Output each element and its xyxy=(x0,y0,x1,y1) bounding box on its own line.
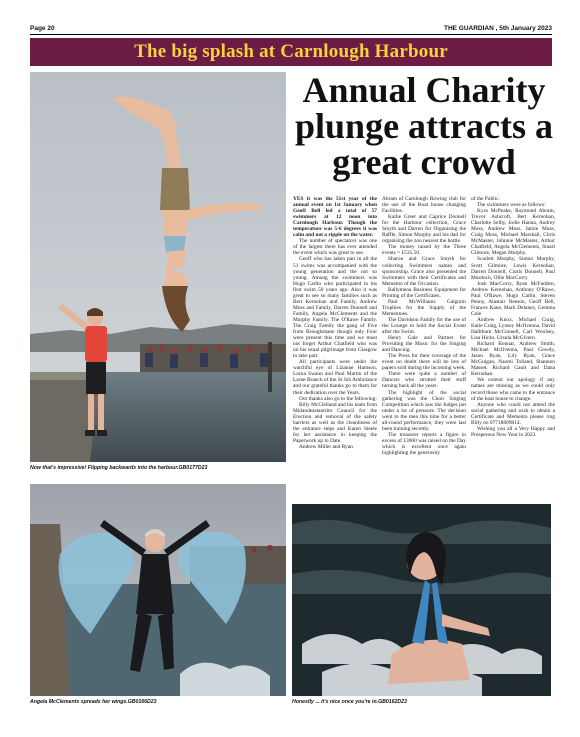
col2-p6: The Davidson Family for the use of the Lounge to hold the Social Event after the Swim. xyxy=(382,316,466,336)
col3-p3: Scarlett Murphy, Simon Murphy, Scott Gilmore, Lewis Kernohan, Darren Donnell, Curtis Donnell, Paul Murdoch, Ollie MacCorry xyxy=(471,256,555,281)
photo-backflip xyxy=(30,72,286,462)
col1-p5: Billy McClelland and his team from Midandeastantrim Council for the Erection and removal of the safety barriers as well as the cleanliness of the entrance steps and Karen Steele for her assistance in keeping the Paperwork up to Date. xyxy=(293,401,377,444)
col2-p4: Ballymena Business Equipment for Printing of the Certificates. xyxy=(382,286,466,299)
header-rule xyxy=(30,34,552,35)
masthead-date: THE GUARDIAN , 5th January 2023 xyxy=(443,24,552,32)
col2-p2: The money raised by the Three events = £535.50. xyxy=(382,244,466,257)
section-banner xyxy=(30,38,552,66)
col3-p4: Josh MacCorry, Ryan McFadden, Andrew Kernohan, Anthony O'Rawe, Paul O'Rawe, Hugo Carlin, Steven Penny, Alastair Neeson, Geoff Bell, Frances Kane, Mark Delaney, Gemma Cole xyxy=(471,280,555,317)
col1-p3: All participants were under the watchful eye of Lizanne Hamson, Lorna Swann and Paul Martin of the Larne Branch of the St Joh Ambulance and our grateful thanks go to them for their dedication over the Years. xyxy=(293,359,377,396)
caption-swimmer: Honestly ... it's nice once you're in.GB0162D23 xyxy=(292,699,407,705)
caption-wings: Angela McClements spreads her wings.GB0166D23 xyxy=(30,699,157,705)
col3-p5: Andrew Knox, Michael Craig, Katie Craig, Lynsey McIlvenna, David Hallthom McConnell, Carl Woolsey, Lisa Hicks, Ursula McGivern xyxy=(471,316,555,342)
photo-wings xyxy=(30,484,286,696)
col2-p1: Kallie Greer and Caprice Donnell for the Harbour collection, Grace Smyth and Darren for Organising the Raffle, Simon Murphy and his dad for organising the zoo nearest the bottle. xyxy=(382,214,466,245)
col3-p6: Richard Bonnar, Andrew Smith, Michael McIlvenna, Paul Gowdy, Jason Ryan, Lily Ryan, Grace McGuigan, Naomi Tolland, Shannon Masset, Richard Gault and Dana Kernohan. xyxy=(471,341,555,378)
col2-p11: The treasurer reports a figure in excess of £3000 was raised on the Day which is excellent once again highlighting the generosity xyxy=(382,431,466,456)
col3-p2: Kyra McPeake, Raymond Abram, Trevor Ashcroft, Bert Kernohan, Charlotte Selby, Jodie Hanna, Audrey Moss, Andrew Moss, Jamie Moss, Craig Moss, Michael Marshall, Chris McMaster, Johnnie McMaster, Arthur Chatfield, Angela McClements, Stuart Gilmore, Megan Murphy. xyxy=(471,208,555,257)
col2-p0: Abram of Carnlough Rowing club for the use of the Boat house changing Facilities. xyxy=(382,196,466,215)
article-column-1 xyxy=(293,196,377,496)
swimmer-illustration xyxy=(292,504,551,696)
col1-p4: Our thanks also go to the following: xyxy=(299,395,377,402)
col1-p2: Geoff who has taken part in all the 51 swims was accompanied with the young generation and the not so young. Among the swimmers was Hugo Carlin who participated in his first swim 50 years ago. Also it was great to see so many families such as Bert Kernohan and Family, Andrew Moss and Family, Darren Donnell and Family, Angela McClements and the Murphy Family. The O'Rawe Family. The Craig Family the gang of Five from Broughshane though only Four were present this time and we must not forget Arthur Chatfield who was on his usual pilgrimage from Glasgow to take part. xyxy=(293,256,377,360)
page-header xyxy=(30,22,552,34)
col1-p6: Andrew Miller and Ryan xyxy=(299,443,353,450)
banner-title: The big splash at Carnlough Harbour xyxy=(134,41,448,62)
caption-backflip: Now that's impressive! Flipping backwards into the harbour.GB0177D23 xyxy=(30,465,208,471)
col3-p1: The swimmers were as follows: xyxy=(477,202,546,209)
col2-p9: There were quite a number of Dancers who strutted their stuff turning back all the years. xyxy=(382,371,466,390)
col1-p1: The number of spectators was one of the largest there has ever attended the event which was great to see. xyxy=(293,238,377,257)
col3-p8: Anyone who could not attend the social gathering and wish to obtain a Certificate and Memento please ring Billy on 07718809814. xyxy=(471,401,555,426)
col3-p7: We extend our apology if any names are missing as we could only record those who came to the entrance of the boat house to change. xyxy=(471,377,555,402)
backflip-illustration xyxy=(30,72,286,462)
col3-p9: Wishing you all a Very Happy and Prosperous New Year in 2023. xyxy=(471,425,555,438)
article-column-2 xyxy=(382,196,466,496)
page-number: Page 20 xyxy=(30,24,55,32)
col2-p10: The highlight of the social gathering was the Choir Singing Competition which saw the Judges put under a lot of pressure. The decision went to the men this time for a better all-round performance, they were last been training secretly. xyxy=(382,389,466,432)
photo-swimmer xyxy=(292,504,551,696)
col2-p7: Henry Gale and Partner for Providing the Music for the Singing and Dancing. xyxy=(382,335,466,354)
col3-p0: of the Public. xyxy=(471,196,500,202)
col1-p0: YES it was the 51st year of the annual event on 1st January when Geoff Bell led a total of 57 swimmers at 12 noon into Carnlough Harbour. Though the temperature was 5-6 degrees it was calm and not a ripple on the water. xyxy=(293,196,377,239)
col2-p5: Paul McWilliams Galgorm Trophies for the Supply of the Mementoes. xyxy=(382,298,466,317)
article-column-3 xyxy=(471,196,555,496)
col2-p3: Sharon and Grace Smyth for collecting Swimmers names and sponsorship. Grace also presented the Swimmers with their Certificates and Memento of the Occasion. xyxy=(382,256,466,287)
article-headline: Annual Charity plunge attracts a great crowd xyxy=(295,70,553,182)
col2-p8: The Press for their coverage of the event no doubt there will be lots of papers sold during the incoming week. xyxy=(382,353,466,372)
wings-illustration xyxy=(30,484,286,696)
